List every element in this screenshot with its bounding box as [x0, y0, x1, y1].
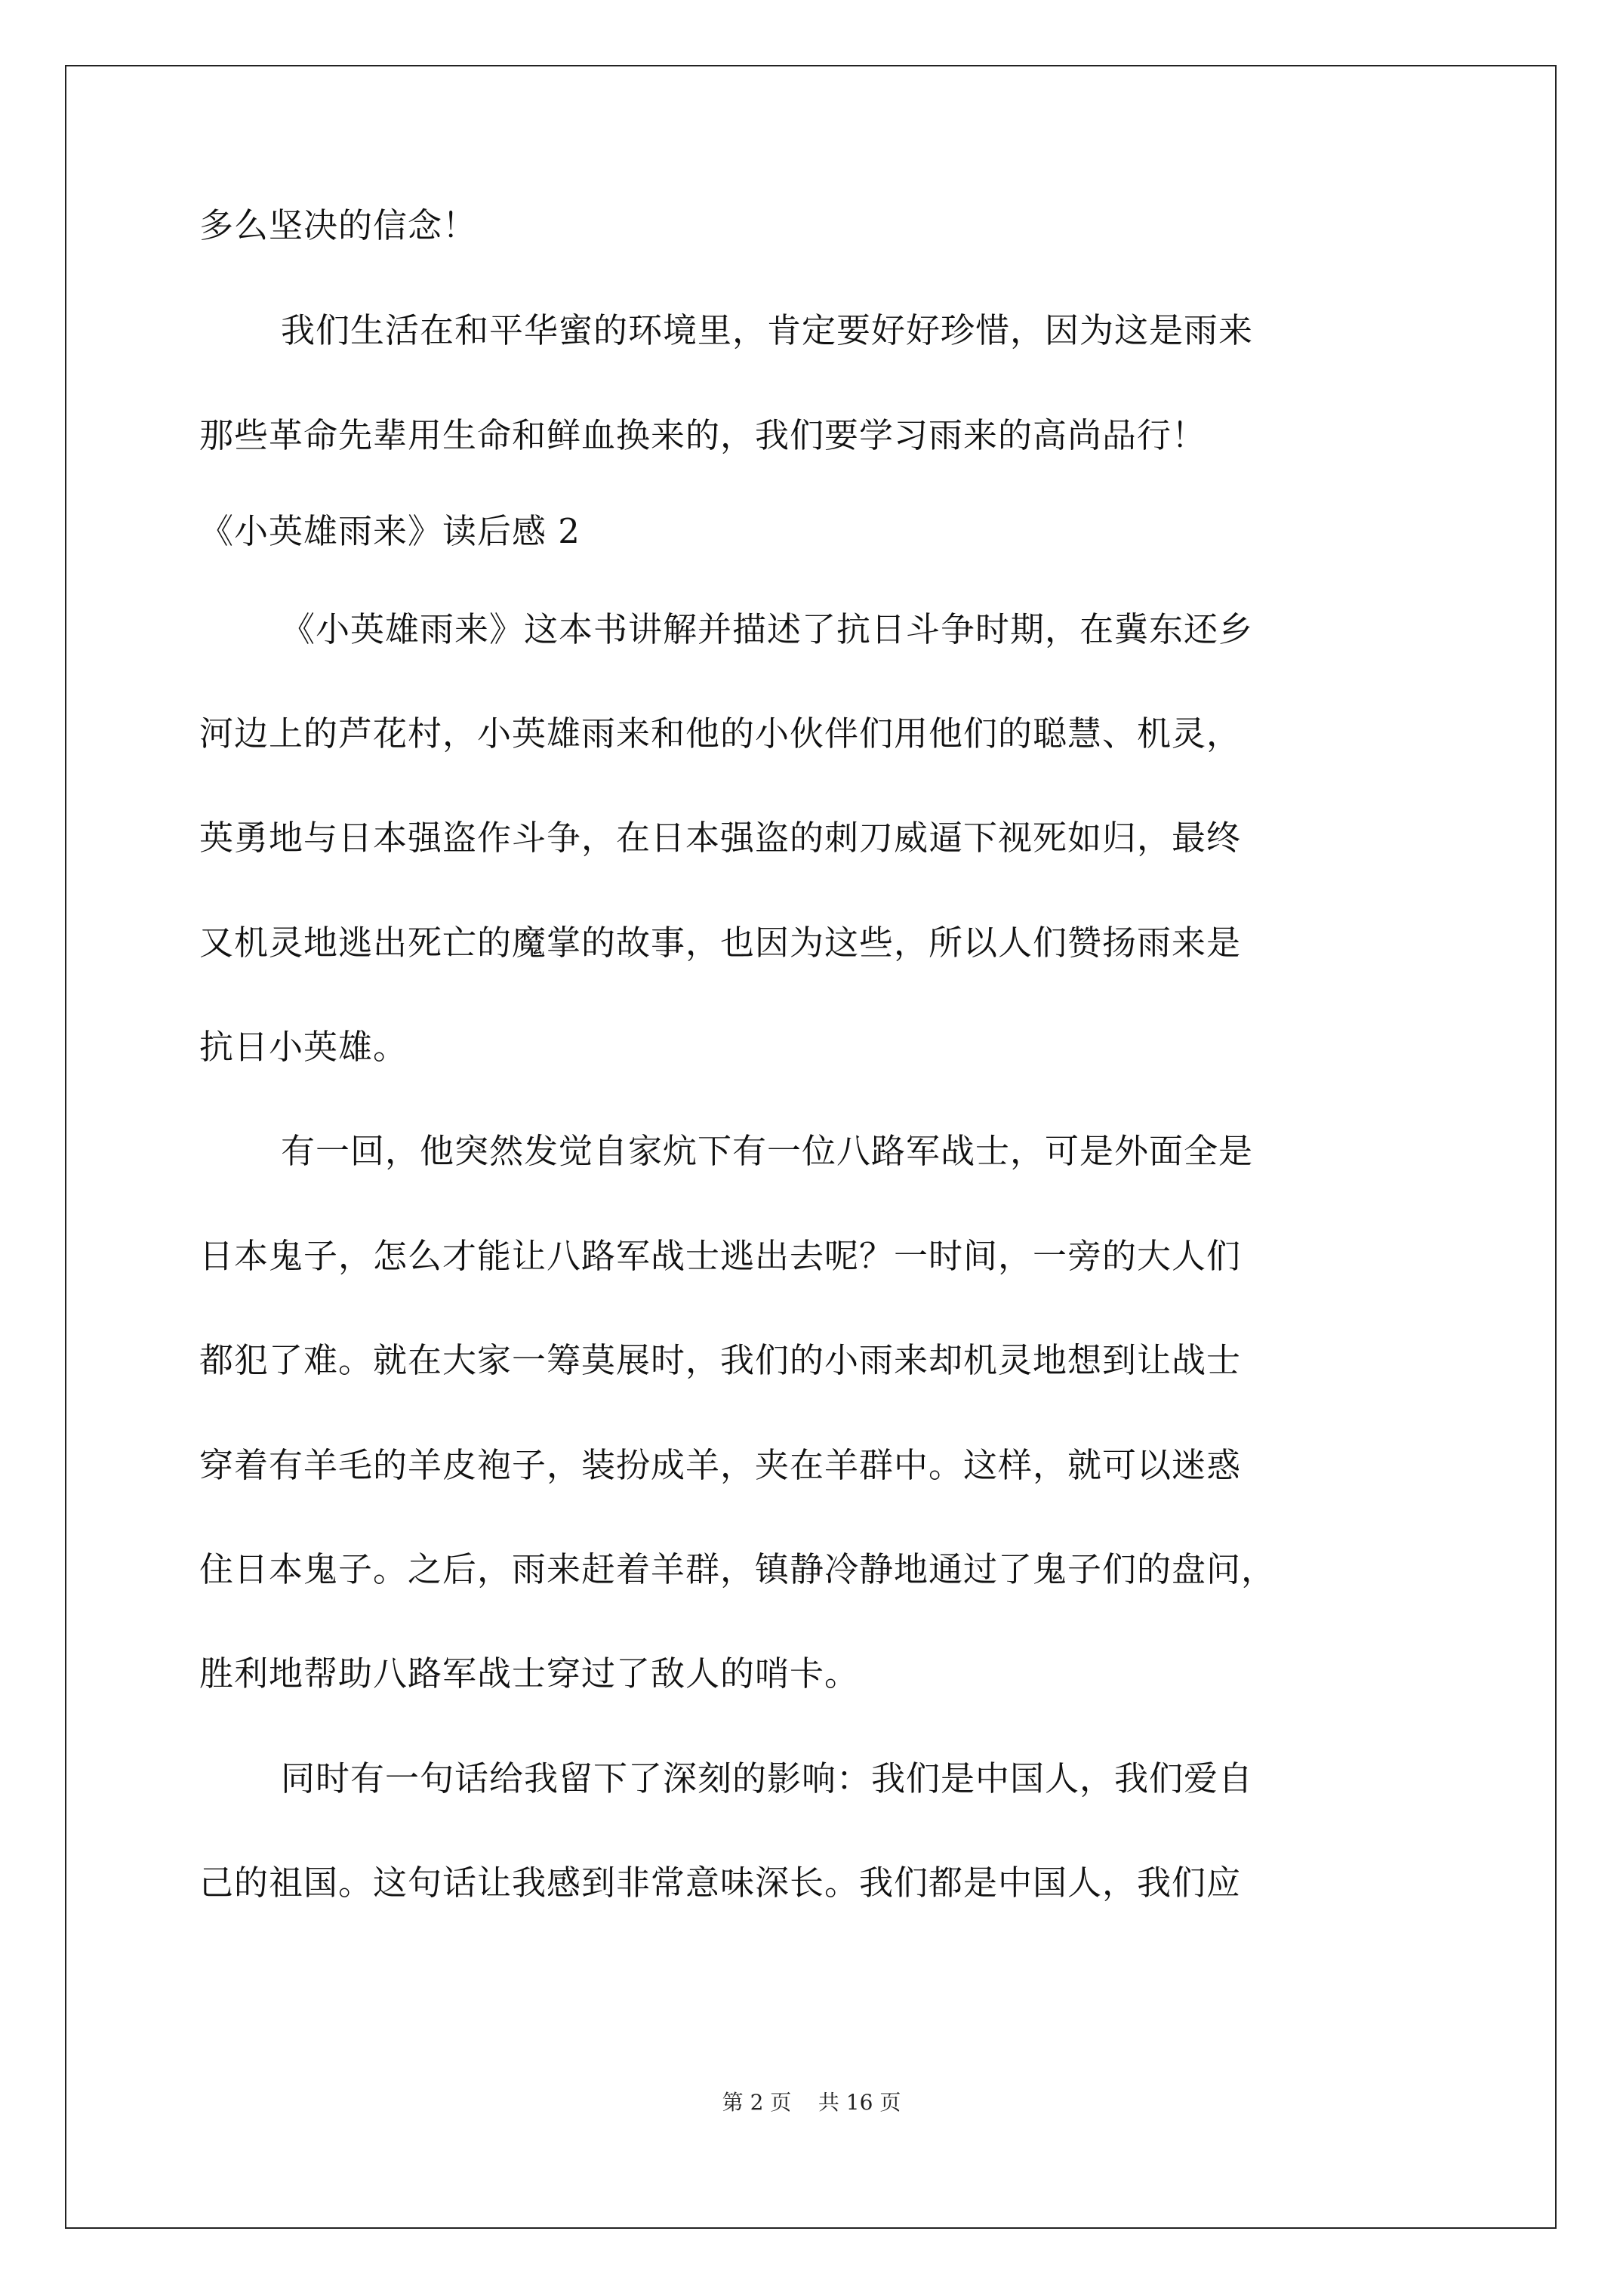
paragraph-line: 我们生活在和平华蜜的环境里，肯定要好好珍惜，因为这是雨来: [281, 310, 1254, 350]
paragraph-line: 同时有一句话给我留下了深刻的影响：我们是中国人，我们爱自: [281, 1758, 1254, 1798]
page-number-footer: 第 2 页 共 16 页: [722, 2090, 901, 2115]
text-line: 都犯了难。就在大家一筹莫展时，我们的小雨来却机灵地想到让战士: [199, 1340, 1242, 1380]
paragraph-line: 《小英雄雨来》这本书讲解并描述了抗日斗争时期，在冀东还乡: [281, 609, 1254, 649]
text-line: 日本鬼子，怎么才能让八路军战士逃出去呢？一时间，一旁的大人们: [199, 1236, 1242, 1276]
text-line: 住日本鬼子。之后，雨来赶着羊群，镇静冷静地通过了鬼子们的盘问，: [199, 1549, 1277, 1589]
text-line: 多么坚决的信念！: [199, 205, 478, 245]
paragraph-line: 有一回，他突然发觉自家炕下有一位八路军战士，可是外面全是: [281, 1131, 1254, 1171]
text-line: 己的祖国。这句话让我感到非常意味深长。我们都是中国人，我们应: [199, 1863, 1242, 1903]
text-line: 又机灵地逃出死亡的魔掌的故事，也因为这些，所以人们赞扬雨来是: [199, 923, 1242, 963]
text-line: 那些革命先辈用生命和鲜血换来的，我们要学习雨来的高尚品行！: [199, 415, 1207, 455]
text-line: 英勇地与日本强盗作斗争，在日本强盗的刺刀威逼下视死如归，最终: [199, 818, 1242, 858]
section-title: 《小英雄雨来》读后感 2: [199, 511, 581, 551]
text-line: 胜利地帮助八路军战士穿过了敌人的哨卡。: [199, 1653, 860, 1693]
text-line: 穿着有羊毛的羊皮袍子，装扮成羊，夹在羊群中。这样，就可以迷惑: [199, 1445, 1242, 1485]
text-line: 抗日小英雄。: [199, 1027, 408, 1067]
text-line: 河边上的芦花村，小英雄雨来和他的小伙伴们用他们的聪慧、机灵，: [199, 713, 1242, 754]
